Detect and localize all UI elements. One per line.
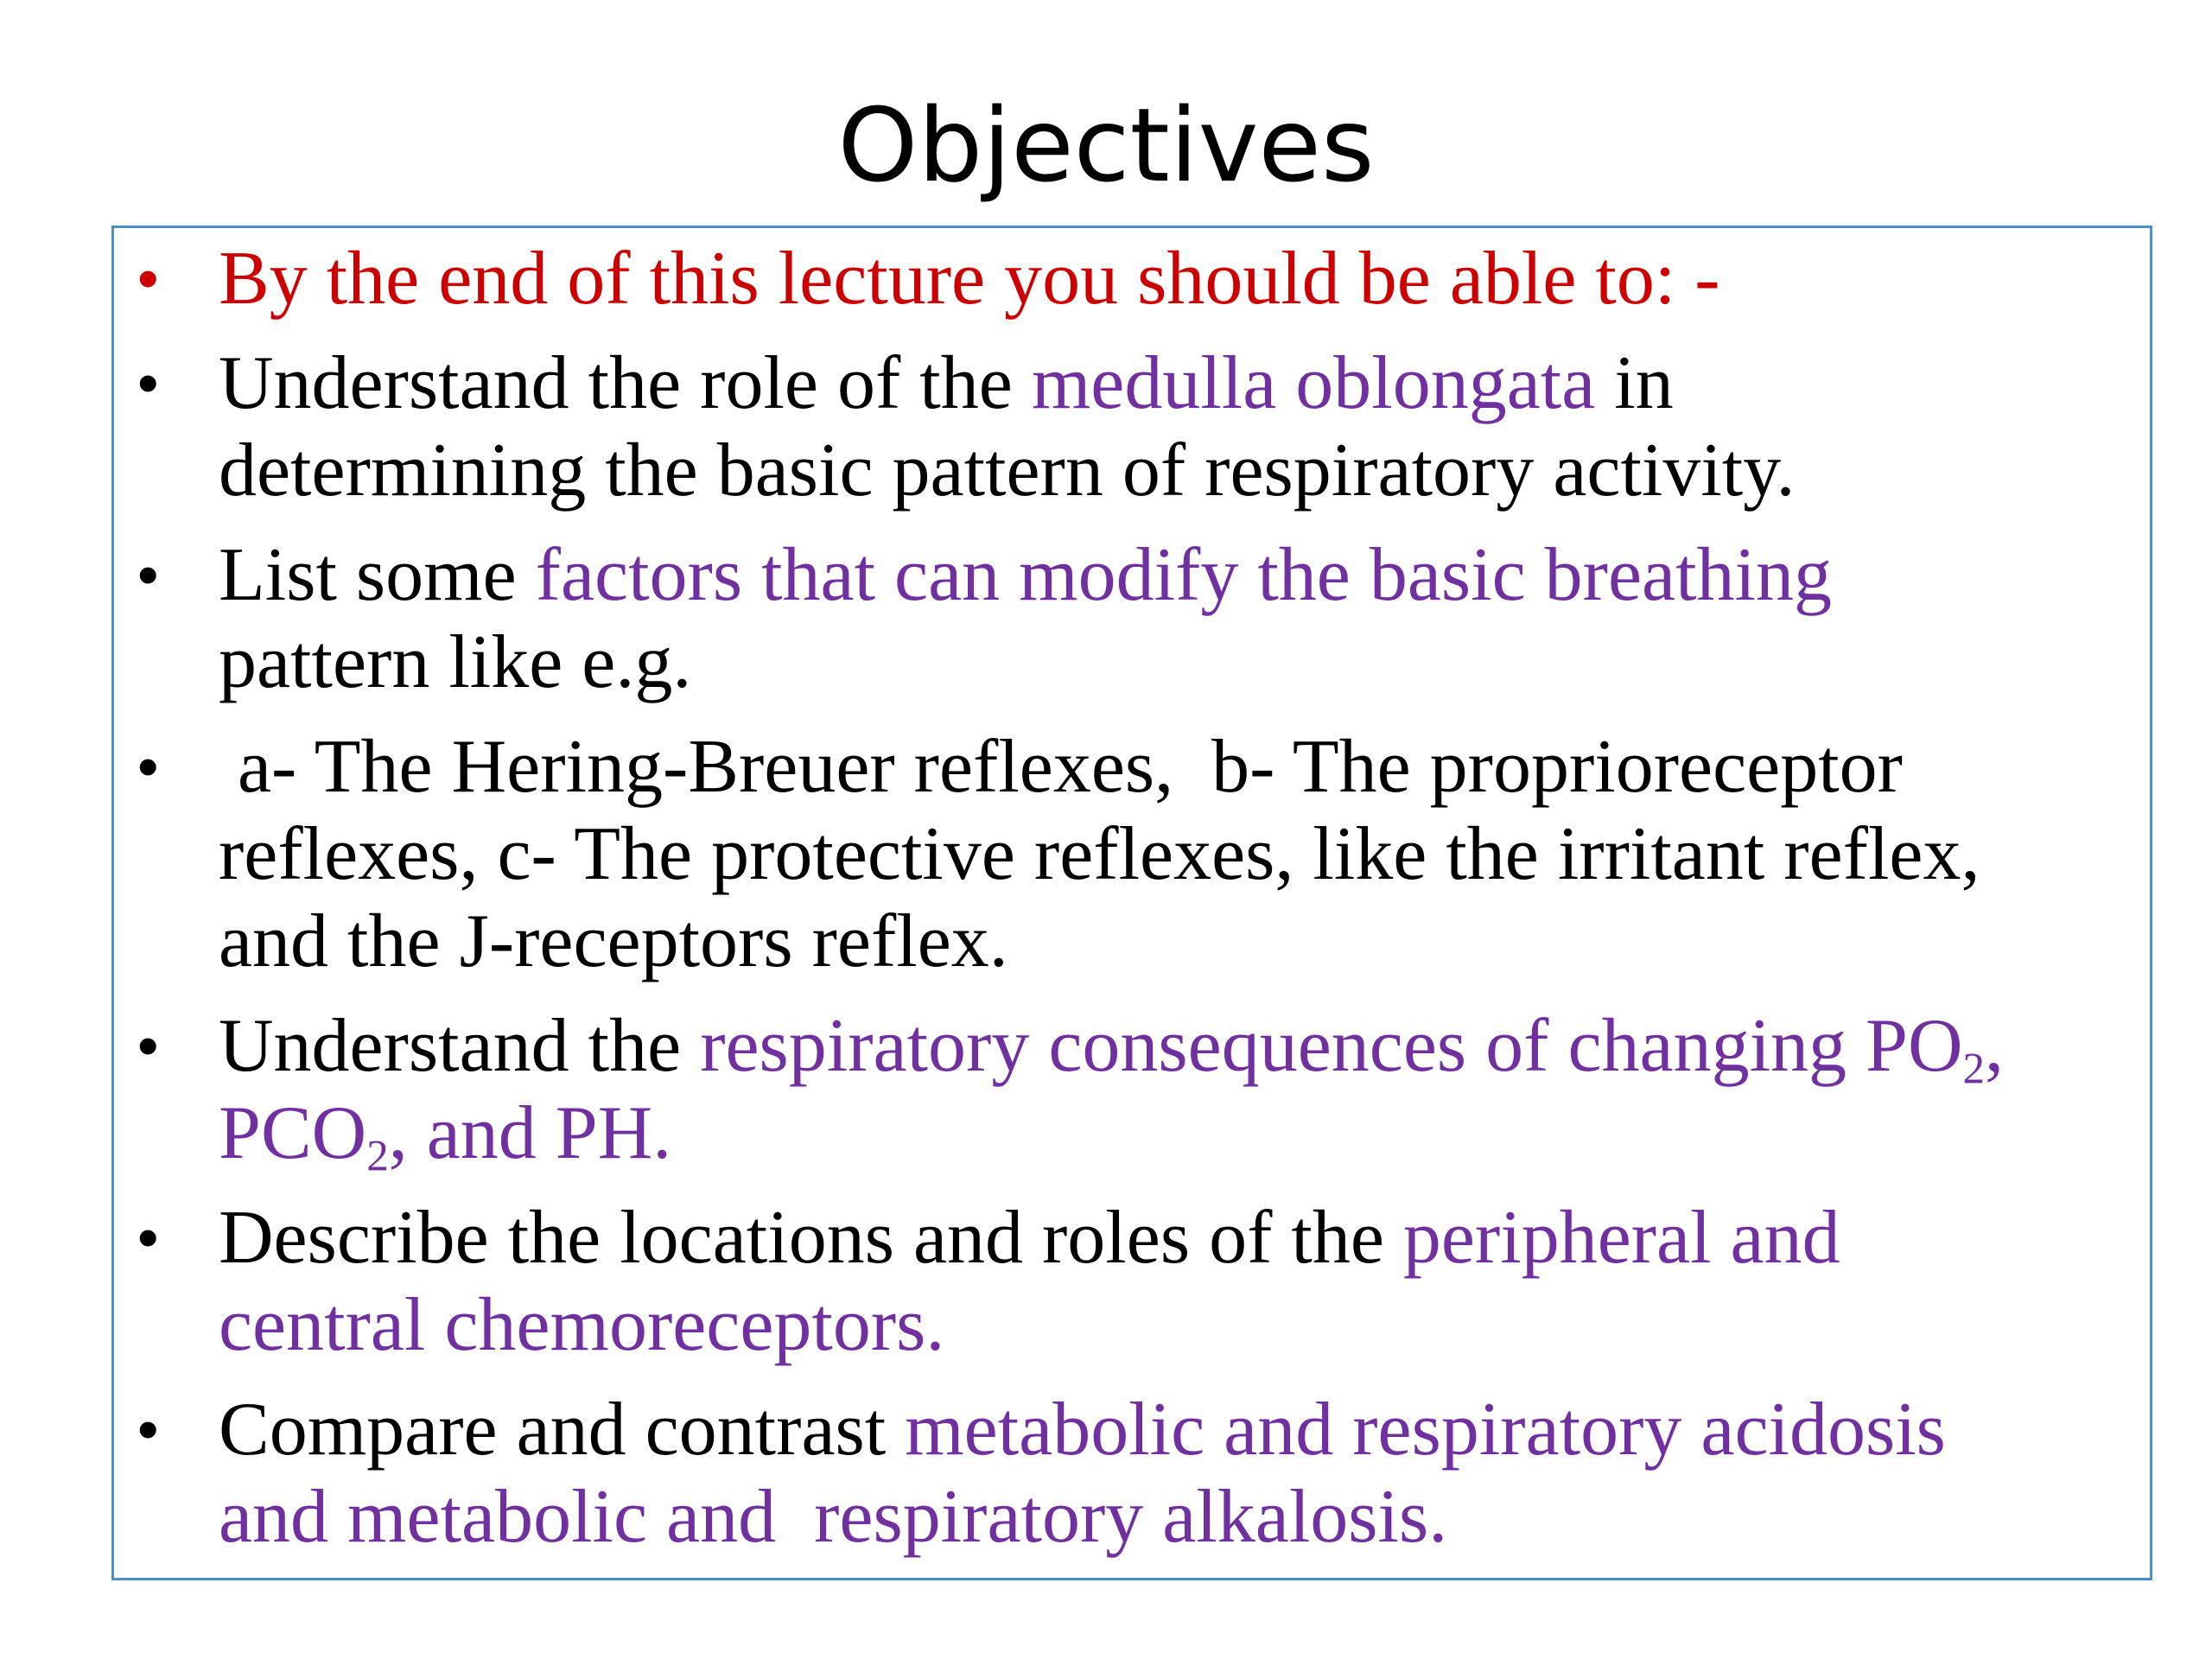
item-text: Understand the role of the — [219, 341, 1032, 425]
list-item-reflexes — [114, 723, 2150, 985]
item-text: a- The Hering-Breuer reflexes, b- The proprioreceptor — [219, 725, 1903, 809]
highlight-text: central chemoreceptors. — [219, 1283, 945, 1367]
bullet-icon: • — [137, 245, 159, 312]
item-text: and the J-receptors reflex. — [219, 899, 1008, 983]
list-item-intro — [114, 235, 2150, 322]
bullet-icon: • — [137, 1204, 159, 1271]
item-text: Describe the locations and roles of the — [219, 1196, 1403, 1280]
item-text: determining the basic pattern of respiratory activity. — [219, 429, 1796, 512]
item-text: in — [1595, 341, 1674, 425]
slide-title: Objectives — [837, 86, 1375, 205]
item-text: Understand the — [219, 1004, 701, 1088]
highlight-text: , — [1985, 1004, 2005, 1088]
intro-text: By the end of this lecture you should be able to: - — [219, 237, 1720, 321]
list-item-acidosis — [114, 1386, 2150, 1560]
item-text: List some — [219, 533, 536, 617]
subscript: 2 — [1962, 1045, 1986, 1094]
objectives-box — [111, 226, 2152, 1580]
objectives-list — [114, 235, 2150, 1578]
highlight-text: factors that can modify the basic breathing — [535, 533, 1832, 617]
bullet-icon: • — [137, 733, 159, 800]
item-text: reflexes, c- The protective reflexes, like the irritant reflex, — [219, 812, 1980, 896]
bullet-icon: • — [137, 1395, 159, 1463]
bullet-icon: • — [137, 349, 159, 416]
highlight-text: metabolic and respiratory acidosis — [905, 1388, 1946, 1471]
highlight-text: and metabolic and respiratory alkalosis. — [219, 1475, 1448, 1559]
subscript: 2 — [366, 1132, 389, 1181]
highlight-text: peripheral and — [1402, 1196, 1840, 1280]
list-item-chemoreceptors — [114, 1194, 2150, 1369]
item-text: Compare and contrast — [219, 1388, 906, 1471]
list-item-factors — [114, 531, 2150, 706]
highlight-text: PCO — [219, 1091, 367, 1175]
list-item-gases — [114, 1002, 2150, 1181]
bullet-icon: • — [137, 541, 159, 608]
highlight-text: medulla oblongata — [1031, 341, 1596, 425]
bullet-icon: • — [137, 1012, 159, 1079]
highlight-text: , and PH. — [388, 1091, 672, 1175]
highlight-text: respiratory consequences of changing PO — [700, 1004, 1963, 1088]
list-item-medulla — [114, 340, 2150, 514]
item-text: pattern like e.g. — [219, 620, 692, 704]
